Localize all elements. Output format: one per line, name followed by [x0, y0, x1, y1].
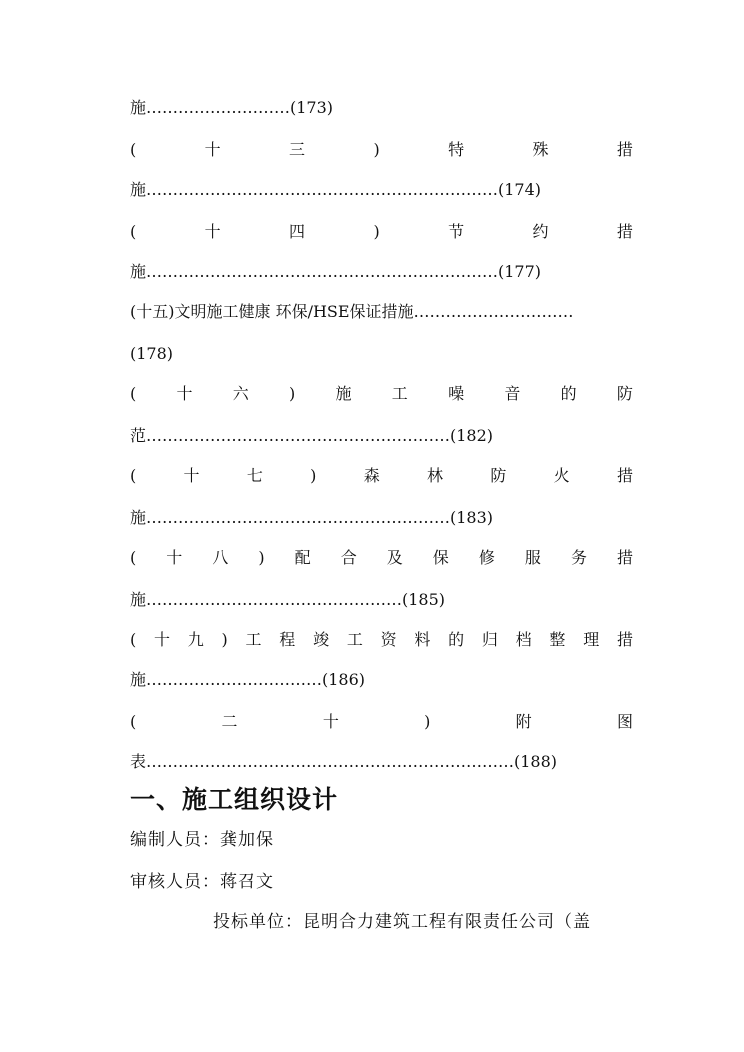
- toc-char: 节: [448, 222, 465, 241]
- toc-char: 保: [432, 548, 449, 567]
- toc-char: 四: [289, 222, 306, 241]
- toc-char: 防: [616, 384, 633, 403]
- toc-char: 特: [448, 140, 465, 159]
- toc-char: ): [221, 630, 228, 649]
- toc-char: ): [289, 384, 296, 403]
- toc-char: 竣: [313, 630, 330, 649]
- toc-char: 防: [490, 466, 507, 485]
- toc-line: [130, 220, 633, 244]
- toc-char: (: [130, 630, 137, 649]
- toc-char: 十: [183, 466, 200, 485]
- toc-line: 施………………………(173): [130, 98, 334, 117]
- toc-char: 配: [294, 548, 311, 567]
- toc-line: [130, 464, 633, 488]
- toc-char: 十: [166, 548, 183, 567]
- toc-line: 表……………………………………………………………(188): [130, 752, 558, 771]
- toc-char: 图: [616, 712, 633, 731]
- toc-char: 十: [322, 712, 339, 731]
- toc-char: 约: [532, 222, 549, 241]
- toc-char: (: [130, 548, 137, 567]
- toc-char: 措: [616, 466, 633, 485]
- bidder-line: 投标单位：昆明合力建筑工程有限责任公司（盖: [213, 912, 591, 932]
- toc-char: 归: [481, 630, 498, 649]
- toc-char: ): [373, 140, 380, 159]
- toc-line: [130, 138, 633, 162]
- toc-char: 二: [221, 712, 238, 731]
- toc-char: 十: [204, 140, 221, 159]
- compiler-line: 编制人员：龚加保: [130, 830, 274, 850]
- toc-char: 措: [616, 630, 633, 649]
- toc-char: 施: [335, 384, 352, 403]
- toc-char: 程: [279, 630, 296, 649]
- toc-char: ): [373, 222, 380, 241]
- toc-char: ): [258, 548, 265, 567]
- toc-line: [130, 710, 633, 734]
- toc-char: 理: [583, 630, 600, 649]
- toc-char: 修: [478, 548, 495, 567]
- toc-char: 六: [232, 384, 249, 403]
- toc-char: 工: [391, 384, 408, 403]
- toc-char: 林: [427, 466, 444, 485]
- toc-char: 森: [363, 466, 380, 485]
- toc-line: 施…………………………………………(185): [130, 590, 446, 609]
- toc-char: (: [130, 712, 137, 731]
- toc-char: 殊: [532, 140, 549, 159]
- toc-char: 十: [204, 222, 221, 241]
- toc-char: 十: [154, 630, 171, 649]
- toc-char: 料: [414, 630, 431, 649]
- toc-char: 务: [570, 548, 587, 567]
- toc-char: (: [130, 466, 137, 485]
- toc-line: 范…………………………………………………(182): [130, 426, 494, 445]
- toc-char: 音: [504, 384, 521, 403]
- toc-char: 的: [448, 630, 465, 649]
- toc-char: ): [310, 466, 317, 485]
- toc-char: 服: [524, 548, 541, 567]
- toc-char: 整: [549, 630, 566, 649]
- section-heading: 一、施工组织设计: [130, 785, 339, 814]
- toc-line: [130, 628, 633, 652]
- toc-char: 措: [616, 548, 633, 567]
- toc-char: 及: [386, 548, 403, 567]
- toc-line: (178): [130, 344, 174, 363]
- toc-char: 九: [187, 630, 204, 649]
- toc-line: (十五)文明施工健康 环保/HSE保证措施…………………………: [130, 302, 574, 321]
- toc-char: 七: [246, 466, 263, 485]
- toc-char: 工: [245, 630, 262, 649]
- toc-char: 措: [616, 222, 633, 241]
- toc-char: 十: [176, 384, 193, 403]
- toc-char: 附: [515, 712, 532, 731]
- toc-char: (: [130, 384, 137, 403]
- toc-char: 档: [515, 630, 532, 649]
- reviewer-line: 审核人员：蒋召文: [130, 872, 274, 892]
- toc-line: 施…………………………………………………………(174): [130, 180, 542, 199]
- toc-char: 合: [340, 548, 357, 567]
- toc-line: [130, 546, 633, 570]
- toc-char: 的: [560, 384, 577, 403]
- toc-char: 措: [616, 140, 633, 159]
- toc-char: 八: [212, 548, 229, 567]
- toc-char: 噪: [448, 384, 465, 403]
- toc-char: ): [424, 712, 431, 731]
- toc-line: 施…………………………………………………(183): [130, 508, 494, 527]
- toc-char: 三: [289, 140, 306, 159]
- toc-char: 工: [346, 630, 363, 649]
- toc-char: (: [130, 140, 137, 159]
- toc-char: 火: [553, 466, 570, 485]
- toc-char: 资: [380, 630, 397, 649]
- toc-char: (: [130, 222, 137, 241]
- toc-line: 施…………………………………………………………(177): [130, 262, 542, 281]
- toc-line: 施……………………………(186): [130, 670, 366, 689]
- toc-line: [130, 382, 633, 406]
